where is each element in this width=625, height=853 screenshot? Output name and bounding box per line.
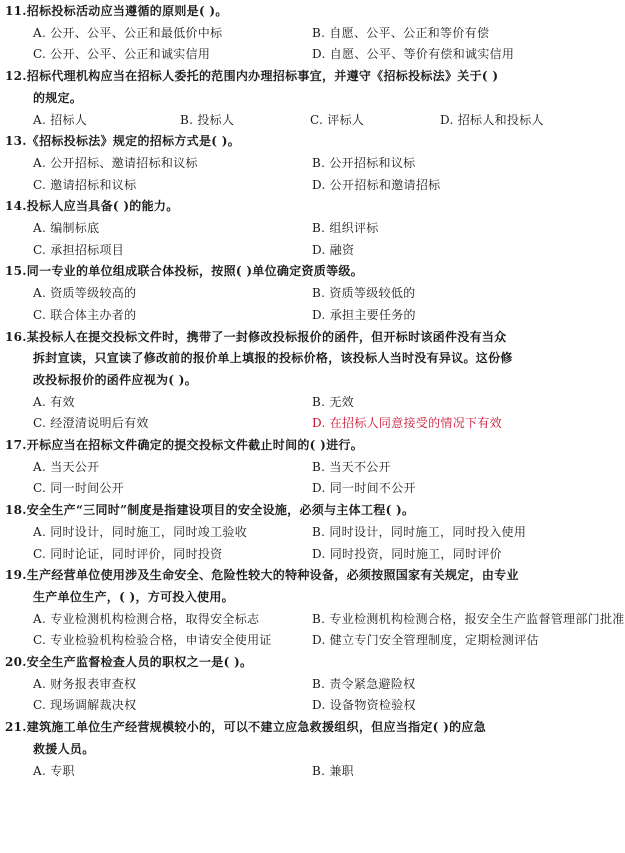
answer-option: A. 有效	[33, 394, 75, 409]
answer-option: C. 承担招标项目	[33, 242, 125, 257]
question-stem: 18.安全生产“三同时”制度是指建设项目的安全设施，必须与主体工程( )。	[5, 503, 415, 518]
answer-option: B. 组织评标	[312, 221, 379, 235]
answer-option: C. 同一时间公开	[33, 481, 125, 496]
question-stem: 12.招标代理机构应当在招标人委托的范围内办理招标事宜，并遵守《招标投标法》关于( )	[5, 69, 499, 84]
answer-option: C. 联合体主办者的	[33, 307, 137, 322]
answer-option: D. 自愿、公平、等价有偿和诚实信用	[312, 47, 515, 62]
question-stem: 11.招标投标活动应当遵循的原则是( )。	[5, 4, 228, 18]
question-stem: 20.安全生产监督检查人员的职权之一是( )。	[5, 655, 253, 669]
answer-option: B. 投标人	[180, 112, 235, 127]
answer-option: B. 责令紧急避险权	[312, 676, 416, 691]
question-stem: 救援人员。	[33, 741, 95, 756]
answer-option: A. 专业检测机构检测合格，取得安全标志	[33, 611, 260, 626]
question-stem: 拆封宣读，只宣读了修改前的报价单上填报的投标价格，该投标人当时没有异议。这份修	[33, 351, 513, 366]
answer-option: A. 公开、公平、公正和最低价中标	[33, 25, 223, 40]
question-stem: 15.同一专业的单位组成联合体投标，按照( )单位确定资质等级。	[5, 264, 364, 279]
answer-option: D. 招标人和投标人	[440, 112, 544, 127]
answer-option: D. 公开招标和邀请招标	[312, 177, 441, 192]
question-stem: 的规定。	[33, 90, 83, 105]
answer-option: B. 无效	[312, 394, 354, 409]
answer-option: C. 同时论证，同时评价，同时投资	[33, 546, 223, 561]
question-stem: 改投标报价的函件应视为( )。	[33, 372, 198, 387]
answer-option: B. 兼职	[312, 763, 354, 778]
answer-option: C. 公开、公平、公正和诚实信用	[33, 47, 211, 62]
answer-option: B. 同时设计，同时施工，同时投入使用	[312, 524, 527, 539]
answer-option: C. 专业检验机构检验合格，申请安全使用证	[33, 633, 272, 648]
question-stem: 21.建筑施工单位生产经营规模较小的，可以不建立应急救援组织，但应当指定( )的应急	[5, 720, 487, 735]
answer-option: D. 融资	[312, 242, 355, 257]
answer-option: B. 专业检测机构检测合格，报安全生产监督管理部门批准	[312, 611, 625, 626]
answer-option: A. 公开招标、邀请招标和议标	[33, 155, 198, 170]
answer-option: C. 现场调解裁决权	[33, 698, 137, 713]
answer-option: A. 当天公开	[33, 459, 100, 474]
answer-option: A. 资质等级较高的	[33, 286, 137, 301]
answer-option: C. 邀请招标和议标	[33, 177, 137, 192]
question-stem: 13.《招标投标法》规定的招标方式是( )。	[5, 134, 241, 149]
question-stem: 16.某投标人在提交投标文件时，携带了一封修改投标报价的函件，但开标时该函件没有当众	[5, 329, 507, 344]
answer-option: A. 同时设计，同时施工，同时竣工验收	[33, 524, 247, 539]
answer-option: C. 经澄清说明后有效	[33, 416, 149, 431]
answer-option: D. 健立专门安全管理制度，定期检测评估	[312, 633, 539, 648]
answer-option: B. 资质等级较低的	[312, 286, 416, 301]
question-stem: 19.生产经营单位使用涉及生命安全、危险性较大的特种设备，必须按照国家有关规定，由专业	[5, 568, 519, 583]
question-stem: 17.开标应当在招标文件确定的提交投标文件截止时间的( )进行。	[5, 438, 364, 452]
answer-option: C. 评标人	[310, 112, 365, 127]
question-stem: 14.投标人应当具备( )的能力。	[5, 199, 179, 214]
answer-option: D. 同时投资，同时施工，同时评价	[312, 546, 502, 561]
answer-option: D. 同一时间不公开	[312, 481, 416, 496]
question-stem: 生产单位生产，( )，方可投入使用。	[33, 589, 234, 604]
answer-option: A. 专职	[33, 763, 75, 778]
answer-option: D. 承担主要任务的	[312, 307, 416, 322]
answer-option: D. 在招标人同意接受的情况下有效	[312, 416, 502, 431]
answer-option: D. 设备物资检验权	[312, 698, 416, 713]
answer-option: B. 公开招标和议标	[312, 155, 416, 170]
answer-option: A. 招标人	[33, 112, 88, 127]
answer-option: A. 编制标底	[33, 221, 100, 235]
answer-option: A. 财务报表审查权	[33, 676, 137, 691]
answer-option: B. 当天不公开	[312, 459, 391, 474]
answer-option: B. 自愿、公平、公正和等价有偿	[312, 25, 490, 40]
